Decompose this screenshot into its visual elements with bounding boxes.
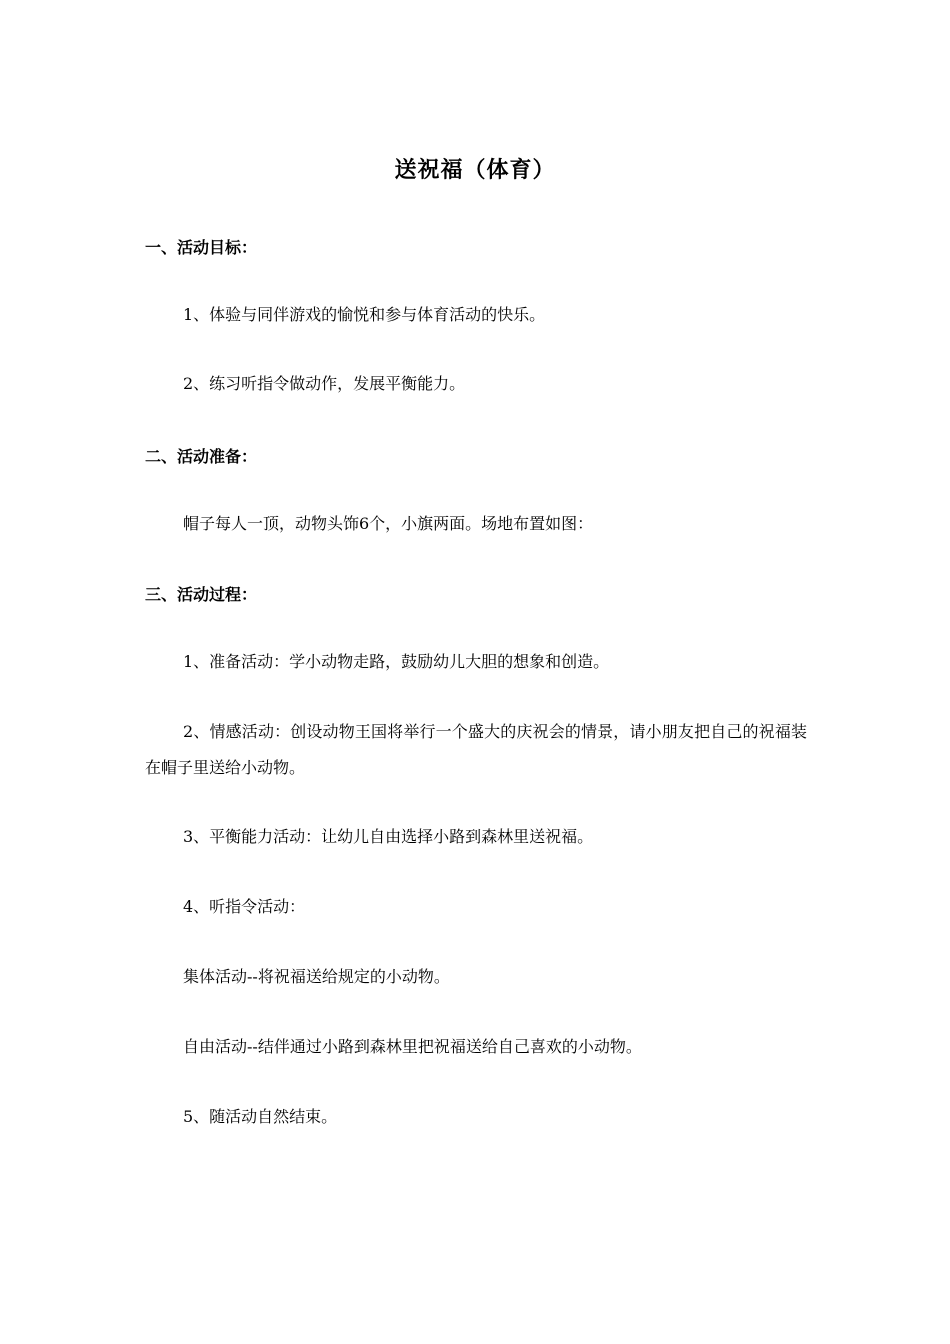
section-heading-preparation: 二、活动准备： [145,447,258,466]
section-heading-goals: 一、活动目标： [145,238,258,257]
process-step-3: 3、平衡能力活动：让幼儿自由选择小路到森林里送祝福。 [183,827,594,846]
process-step-1: 1、准备活动：学小动物走路，鼓励幼儿大胆的想象和创造。 [183,652,610,671]
section-heading-process: 三、活动过程： [145,585,258,604]
process-step-4-group: 集体活动--将祝福送给规定的小动物。 [183,967,450,986]
process-step-2: 2、情感活动：创设动物王国将举行一个盛大的庆祝会的情景，请小朋友把自己的祝福装在帽子里送给小动物。 [145,722,807,777]
process-step-4: 4、听指令活动： [183,897,306,916]
document-title: 送祝福（体育） [394,158,556,183]
goal-item-2: 2、练习听指令做动作，发展平衡能力。 [183,374,466,393]
process-step-5: 5、随活动自然结束。 [183,1107,338,1126]
process-step-4-free: 自由活动--结伴通过小路到森林里把祝福送给自己喜欢的小动物。 [183,1037,642,1056]
goal-item-1: 1、体验与同伴游戏的愉悦和参与体育活动的快乐。 [183,305,546,324]
preparation-text: 帽子每人一顶，动物头饰6个，小旗两面。场地布置如图： [183,514,594,533]
